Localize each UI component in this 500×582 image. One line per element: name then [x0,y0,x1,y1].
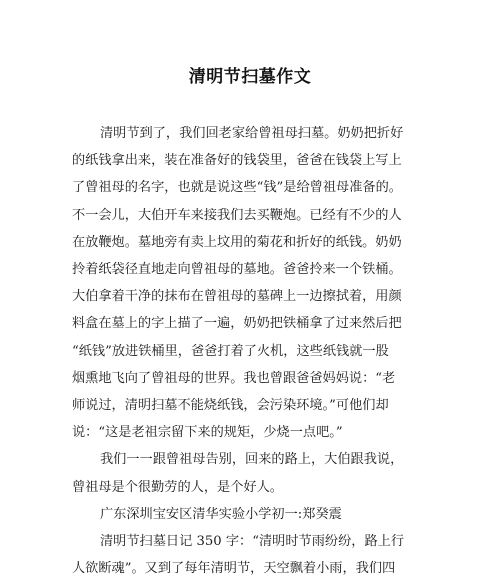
text-line: 了曾祖母的名字，也就是说这些“钱”是给曾祖母准备的。 [72,180,402,196]
paragraph-1 [72,120,486,446]
text-line: 师说过，清明扫墓不能烧纸钱，会污染环境。”可他们却 [72,398,389,414]
text-line: “纸钱”放进铁桶里，爸爸打着了火机，这些纸钱就一股 [72,343,389,359]
text-line: 广东深圳宝安区清华实验小学初一:郑癸震 [100,506,342,522]
paragraph-3 [72,528,486,582]
text-line: 人欲断魂”。又到了每年清明节，天空飘着小雨，我们四 [72,561,396,577]
text-line: 大伯拿着干净的抹布在曾祖母的墓碑上一边擦拭着，用颜 [72,289,402,305]
author-line [72,501,486,528]
text-line: 在放鞭炮。墓地旁有卖上坟用的菊花和折好的纸钱。奶奶 [72,234,402,250]
text-line: 料盒在墓上的字上描了一遍，奶奶把铁桶拿了过来然后把 [72,316,402,332]
document-title: 清明节扫墓作文 [188,67,312,87]
text-line: 烟熏地飞向了曾祖母的世界。我也曾跟爸爸妈妈说：“老 [72,370,396,386]
text-line: 我们一一跟曾祖母告别，回来的路上，大伯跟我说， [100,452,404,468]
text-line: 清明节到了，我们回老家给曾祖母扫墓。奶奶把折好 [100,126,404,141]
text-line: 不一会儿，大伯开车来接我们去买鞭炮。已经有不少的人 [72,207,402,223]
text-line: 说：“这是老祖宗留下来的规矩，少烧一点吧。” [72,425,343,441]
text-line: 的纸钱拿出来，装在准备好的钱袋里，爸爸在钱袋上写上 [72,153,402,169]
text-line: 清明节扫墓日记 350 字：“清明时节雨纷纷，路上行 [100,534,405,550]
text-line: 曾祖母是个很勤劳的人，是个好人。 [72,479,283,495]
text-line: 拎着纸袋径直地走向曾祖母的墓地。爸爸拎来一个铁桶。 [72,262,402,278]
paragraph-2 [72,446,486,500]
document-body [72,120,486,582]
